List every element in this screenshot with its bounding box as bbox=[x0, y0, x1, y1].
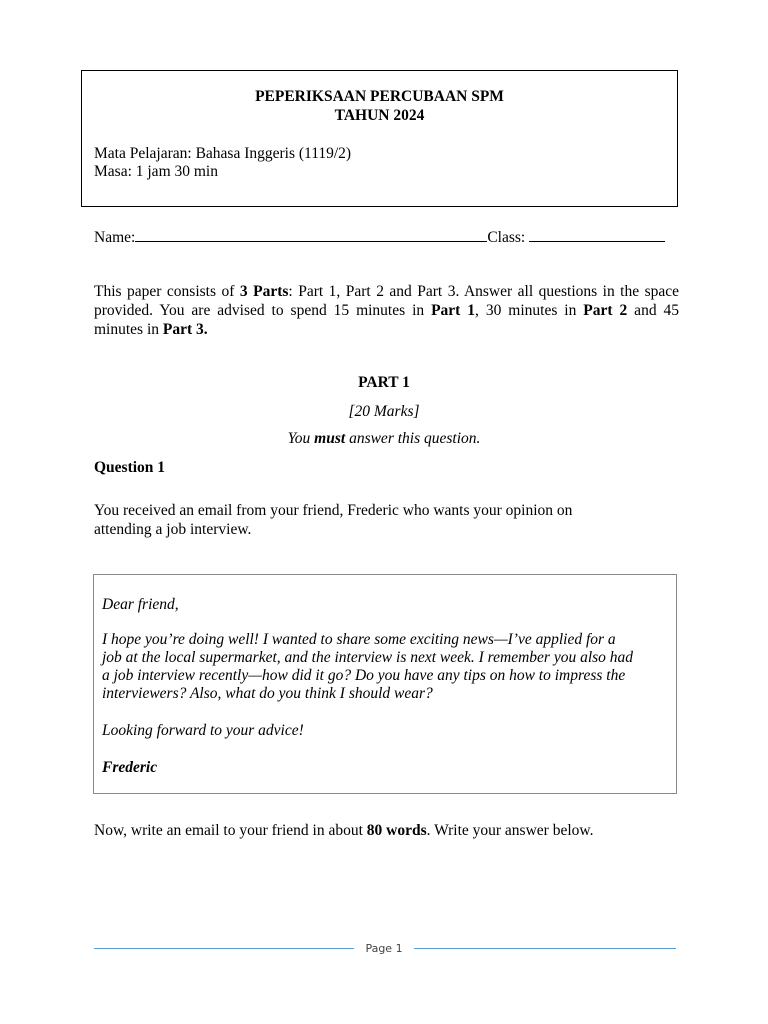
part-title: PART 1 bbox=[358, 374, 410, 391]
question-prompt-line1: You received an email from your friend, Frederic who wants your opinion on bbox=[94, 502, 573, 519]
exam-year: TAHUN 2024 bbox=[334, 107, 425, 124]
class-label: Class: bbox=[487, 229, 526, 246]
part-marks: [20 Marks] bbox=[348, 403, 420, 420]
email-body-line: interviewers? Also, what do you think I should wear? bbox=[102, 685, 433, 702]
question-prompt-line2: attending a job interview. bbox=[94, 521, 252, 538]
exam-title: PEPERIKSAAN PERCUBAAN SPM bbox=[255, 88, 504, 105]
word-count: 80 words bbox=[366, 822, 427, 839]
email-greeting: Dear friend, bbox=[102, 596, 179, 613]
email-body-line: I hope you’re doing well! I wanted to share some exciting news—I’ve applied for a bbox=[102, 631, 616, 648]
email-signature: Frederic bbox=[102, 759, 158, 776]
email-box bbox=[93, 574, 677, 794]
page-number: Page 1 bbox=[365, 942, 403, 955]
parts-count: 3 Parts bbox=[239, 283, 289, 300]
student-info-row bbox=[94, 227, 665, 247]
exam-header-box bbox=[81, 70, 678, 207]
class-blank[interactable] bbox=[529, 227, 665, 242]
subject-line: Mata Pelajaran: Bahasa Inggeris (1119/2) bbox=[94, 145, 352, 162]
question-label: Question 1 bbox=[94, 459, 166, 476]
name-blank[interactable] bbox=[135, 227, 487, 242]
email-closing: Looking forward to your advice! bbox=[102, 722, 304, 739]
name-label: Name: bbox=[94, 229, 136, 246]
part-note: You must answer this question. bbox=[287, 430, 481, 447]
instructions-paragraph: This paper consists of 3 Parts: Part 1, Part 2 and Part 3. Answer all questions in the space provided. You are advised to spend 15 minutes in Part 1, 30 minutes in Part 2 and 45 minutes in Part 3. bbox=[94, 283, 680, 338]
email-body-line: job at the local supermarket, and the interview is next week. I remember you also had bbox=[102, 649, 634, 666]
email-body-line: a job interview recently—how did it go? Do you have any tips on how to impress the bbox=[102, 667, 626, 684]
task-instruction: Now, write an email to your friend in about 80 words. Write your answer below. bbox=[94, 822, 594, 839]
duration-line: Masa: 1 jam 30 min bbox=[94, 163, 218, 180]
